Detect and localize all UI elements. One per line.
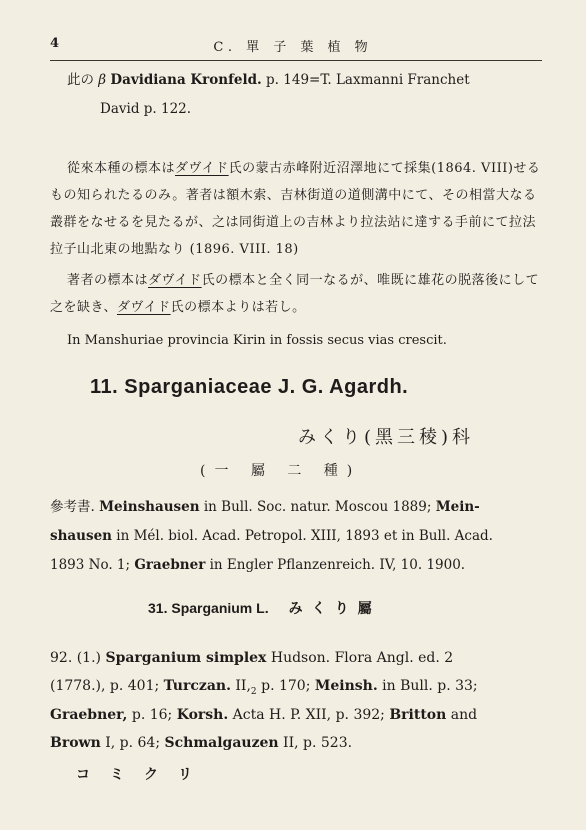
species-line-4 <box>50 733 542 753</box>
paragraph-1-line-4: 拉子山北東の地點なり (1896. VIII. 18) <box>50 242 299 257</box>
paragraph-1-line-1 <box>67 159 559 179</box>
author-name: Turczan. <box>163 678 231 694</box>
author-name: Brown <box>50 735 101 751</box>
family-title: 11. Sparganiaceae J. G. Agardh. <box>90 376 409 398</box>
family-genus-species-count: (一 屬 二 種) <box>200 463 362 479</box>
genus-name: 31. Sparganium L. <box>148 600 269 616</box>
paragraph-1-line-3: 叢群をなせるを見たるが、之は同街道上の吉林より拉法站に達する手前にて拉法 <box>50 215 537 230</box>
references-label: 參考書. <box>50 499 100 515</box>
author-name: Graebner <box>134 557 206 573</box>
text-run: 從來本種の標本は <box>67 161 176 176</box>
citation-text: Acta H. P. XII, p. 392; <box>228 707 390 723</box>
synonym-line-2: David p. 122. <box>100 101 192 117</box>
author-name: Britton <box>389 707 447 723</box>
citation-text: in Engler Pflanzenreich. IV, 10. 1900. <box>205 557 466 573</box>
species-japanese-name: コミクリ <box>76 767 212 783</box>
distribution-note: In Manshuriae provincia Kirin in fossis secus vias crescit. <box>67 333 447 348</box>
paragraph-1-line-2: もの知られたるのみ。著者は額木索、吉林街道の道側溝中にて、その相當大なる <box>50 188 537 203</box>
text-run: 之を缺き、 <box>50 300 117 315</box>
species-name: Sparganium simplex <box>105 650 267 666</box>
citation-text: p. 16; <box>127 707 177 723</box>
species-number: 92. (1.) <box>50 650 106 666</box>
species-author: Hudson. <box>266 650 331 666</box>
author-name: Korsh. <box>176 707 229 723</box>
paragraph-2-line-1 <box>67 271 559 291</box>
text-run: 著者の標本は <box>67 273 149 288</box>
header-rule <box>50 60 542 61</box>
species-line-2 <box>50 676 542 702</box>
author-name: Meinshausen <box>99 499 200 515</box>
synonym-name: Davidiana Kronfeld. <box>110 72 262 88</box>
author-name: Schmalgauzen <box>164 735 279 751</box>
citation-text: Flora Angl. ed. 2 <box>330 650 454 666</box>
synonym-citation: p. 149=T. Laxmanni Franchet <box>261 72 470 88</box>
citation-text: and <box>446 707 478 723</box>
citation-text: II, <box>230 678 251 694</box>
citation-text: p. 170; <box>256 678 315 694</box>
synonym-line-1 <box>67 70 559 90</box>
citation-text: in Mél. biol. Acad. Petropol. XIII, 1893 et in Bull. Acad. <box>111 528 493 544</box>
author-name: shausen <box>50 528 112 544</box>
synonym-beta: β <box>98 72 107 88</box>
author-name: Graebner, <box>50 707 128 723</box>
paragraph-2-line-2 <box>50 298 542 318</box>
citation-text: in Bull. Soc. natur. Moscou 1889; <box>199 499 436 515</box>
family-japanese-name: みくり(黑三稜)科 <box>298 427 475 448</box>
citation-text: I, p. 64; <box>100 735 165 751</box>
citation-text: (1778.), p. 401; <box>50 678 164 694</box>
page-number: 4 <box>50 36 60 51</box>
author-name: Mein- <box>435 499 480 515</box>
genus-japanese-name: みくり屬 <box>288 601 381 617</box>
citation-text: 1893 No. 1; <box>50 557 135 573</box>
underlined-name: ダヴイド <box>148 273 202 288</box>
underlined-name: ダヴイド <box>116 300 171 315</box>
citation-text: II, p. 523. <box>278 735 353 751</box>
text-run: 氏の蒙古赤峰附近沼澤地にて採集(1864. VIII)せる <box>228 161 541 176</box>
text-run: 氏の標本よりは若し。 <box>170 300 306 315</box>
running-head: C. 單 子 葉 植 物 <box>213 40 373 55</box>
genus-heading <box>148 598 381 618</box>
author-name: Meinsh. <box>314 678 378 694</box>
text-run: 氏の標本と全く同一なるが、唯既に雄花の脱落後にして <box>201 273 540 288</box>
references-line-1 <box>50 497 542 517</box>
species-line-3 <box>50 705 542 725</box>
underlined-name: ダヴイド <box>175 161 229 176</box>
species-line-1 <box>50 648 542 668</box>
references-line-2 <box>50 526 542 546</box>
references-line-3 <box>50 555 542 575</box>
synonym-prefix: 此の <box>67 72 99 88</box>
volume-subscript: 2 <box>250 686 257 697</box>
citation-text: in Bull. p. 33; <box>377 678 478 694</box>
